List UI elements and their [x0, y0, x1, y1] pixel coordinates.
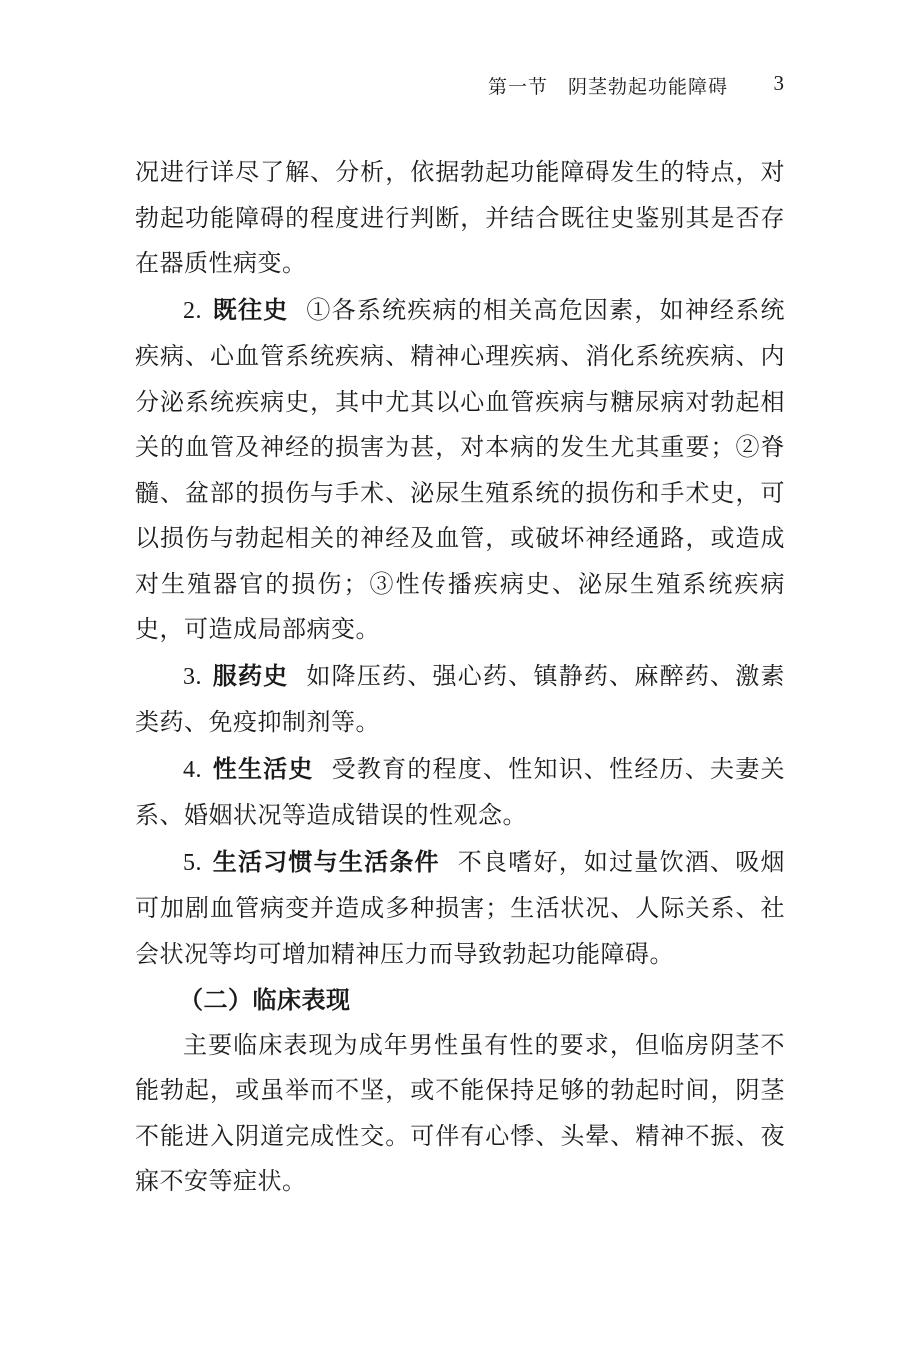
running-header-title: 第一节 阴茎勃起功能障碍	[487, 76, 728, 98]
body-text	[135, 150, 785, 1205]
item-heading: 性生活史	[212, 753, 314, 783]
paragraph-text: ①各系统疾病的相关高危因素，如神经系统疾病、心血管系统疾病、精神心理疾病、消化系统疾病、内分泌系统疾病史，其中尤其以心血管疾病与糖尿病对勃起相关的血管及神经的损害为甚，对本病的发生尤其重要；②脊髓、盆部的损伤与手术、泌尿生殖系统的损伤和手术史，可以损伤与勃起相关的神经及血管，或破坏神经通路，或造成对生殖器官的损伤；③性传播疾病史、泌尿生殖系统疾病史，可造成局部病变。	[135, 295, 786, 643]
paragraph-text: 受教育的程度、性知识、性经历、夫妻关系、婚姻状况等造成错误的性观念。	[135, 754, 786, 829]
item-heading: 生活习惯与生活条件	[212, 846, 440, 876]
item-heading: 既往史	[212, 294, 289, 324]
paragraph-medication-history	[135, 653, 785, 746]
paragraph-sexual-history	[135, 746, 785, 839]
paragraph-text: 不良嗜好，如过量饮酒、吸烟可加剧血管病变并造成多种损害；生活状况、人际关系、社会状况等均可增加精神压力而导致勃起功能障碍。	[135, 847, 786, 968]
item-number: 4.	[183, 756, 202, 783]
paragraph-text: 如降压药、强心药、镇静药、麻醉药、激素类药、免疫抑制剂等。	[135, 661, 786, 736]
item-number: 5.	[183, 849, 202, 876]
paragraph-lifestyle	[135, 839, 785, 978]
paragraph-text: 况进行详尽了解、分析，依据勃起功能障碍发生的特点，对勃起功能障碍的程度进行判断，并结合既往史鉴别其是否存在器质性病变。	[135, 158, 785, 277]
paragraph-continued	[135, 150, 785, 287]
item-number: 2.	[183, 297, 202, 324]
paragraph-text: 主要临床表现为成年男性虽有性的要求，但临房阴茎不能勃起，或虽举而不坚，或不能保持足够的勃起时间，阴茎不能进入阴道完成性交。可伴有心悸、头晕、精神不振、夜寐不安等症状。	[135, 1030, 785, 1195]
section-heading: （二）临床表现	[179, 985, 351, 1014]
page-header	[0, 72, 900, 102]
page-number: 3	[773, 71, 784, 95]
item-number: 3.	[183, 663, 202, 690]
paragraph-clinical-manifestation	[135, 1023, 785, 1205]
item-heading: 服药史	[212, 660, 289, 690]
paragraph-past-history	[135, 287, 785, 653]
